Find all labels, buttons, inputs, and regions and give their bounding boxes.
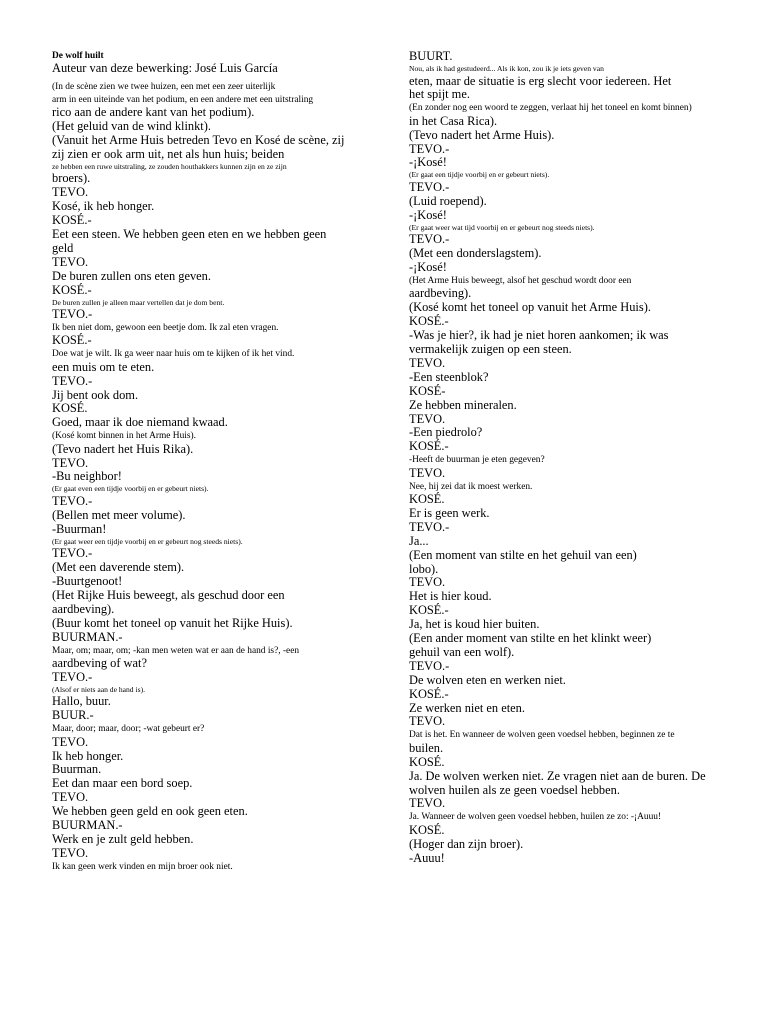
text-line: BUURMAN.- <box>52 629 123 644</box>
text-line: KOSÉ- <box>409 383 446 398</box>
text-line: (Alsof er niets aan de hand is). <box>52 684 145 694</box>
text-line: KOSÉ.- <box>409 686 449 701</box>
text-line: Kosé, ik heb honger. <box>52 199 155 214</box>
text-line: eten, maar de situatie is erg slecht voor iedereen. Het <box>409 73 672 88</box>
text-line: Buurman. <box>52 762 102 777</box>
text-line: rico aan de andere kant van het podium). <box>52 105 255 120</box>
text-line: in het Casa Rica). <box>409 113 498 128</box>
text-line: TEVO.- <box>409 232 450 247</box>
text-line: KOSÉ. <box>52 401 88 416</box>
right-text-column <box>409 50 739 865</box>
text-line: Doe wat je wilt. Ik ga weer naar huis om te kijken of ik het vind. <box>52 349 295 360</box>
text-line: Maar, door; maar, door; -wat gebeurt er? <box>52 724 205 735</box>
text-line: (Tevo nadert het Huis Rika). <box>52 441 194 456</box>
text-line: De buren zullen je alleen maar vertellen dat je dom bent. <box>52 297 225 307</box>
text-line: TEVO. <box>52 845 89 860</box>
text-line: zij zien er ook arm uit, net als hun huis; beiden <box>52 146 285 161</box>
text-line: TEVO. <box>409 575 446 590</box>
text-line: -Auuu! <box>409 850 445 865</box>
text-line: KOSÉ. <box>409 822 445 837</box>
text-line: TEVO. <box>409 411 446 426</box>
text-line: -Een piedrolo? <box>409 425 483 440</box>
text-line: (Er gaat een tijdje voorbij en er gebeurt niets). <box>409 170 550 180</box>
text-line: -¡Kosé! <box>409 155 447 170</box>
text-line: gehuil van een wolf). <box>409 644 515 659</box>
text-line: We hebben geen geld en ook geen eten. <box>52 804 248 819</box>
text-line: TEVO. <box>409 355 446 370</box>
text-line: Werk en je zult geld hebben. <box>52 832 194 846</box>
text-line: -Een steenblok? <box>409 369 489 384</box>
text-line: TEVO. <box>52 185 89 200</box>
text-line: KOSÉ.- <box>409 603 449 618</box>
text-line: Eet een steen. We hebben geen eten en we hebben geen <box>52 226 327 241</box>
text-line: vermakelijk zuigen op een steen. <box>409 342 572 356</box>
text-line: ze hebben een ruwe uitstraling, ze zouden houthakkers kunnen zijn en ze zijn <box>52 161 287 171</box>
text-line: (Er gaat weer wat tijd voorbij en er gebeurt nog steeds niets). <box>409 222 595 232</box>
text-line: KOSÉ.- <box>52 333 92 348</box>
text-line: -Heeft de buurman je eten gegeven? <box>409 455 545 466</box>
text-line: (Kosé komt binnen in het Arme Huis). <box>52 431 196 442</box>
text-line: Ja. Wanneer de wolven geen voedsel hebben, huilen ze zo: -¡Auuu! <box>409 812 662 823</box>
text-line: (Er gaat weer een tijdje voorbij en er gebeurt nog steeds niets). <box>52 536 243 546</box>
text-line: Ik ben niet dom, gewoon een beetje dom. Ik zal eten vragen. <box>52 323 279 333</box>
text-line: (Er gaat even een tijdje voorbij en er gebeurt niets). <box>52 484 209 494</box>
text-line: -Buurman! <box>52 521 107 536</box>
text-line: Maar, om; maar, om; -kan men weten wat er aan de hand is?, -een <box>52 645 300 656</box>
text-line: (Vanuit het Arme Huis betreden Tevo en Kosé de scène, zij <box>52 132 345 147</box>
text-line: TEVO.- <box>409 519 450 534</box>
text-line: Hallo, buur. <box>52 694 111 709</box>
text-line: Ja, het is koud hier buiten. <box>409 617 540 632</box>
text-line: TEVO.- <box>409 179 450 194</box>
text-line: (Een moment van stilte en het gehuil van een) <box>409 547 637 562</box>
text-line: Ze werken niet en eten. <box>409 700 525 715</box>
text-line: (Tevo nadert het Arme Huis). <box>409 127 555 142</box>
text-line: het spijt me. <box>409 87 470 102</box>
text-line: TEVO. <box>52 734 89 749</box>
text-line: (Bellen met meer volume). <box>52 507 186 522</box>
text-line: (En zonder nog een woord te zeggen, verlaat hij het toneel en komt binnen) <box>409 103 692 114</box>
text-line: een muis om te eten. <box>52 359 155 374</box>
text-line: TEVO.- <box>52 373 93 388</box>
text-line: (Het Rijke Huis beweegt, als geschud door een <box>52 588 285 602</box>
text-line: Eet dan maar een bord soep. <box>52 776 193 791</box>
text-line: aardbeving). <box>52 601 115 616</box>
text-line: -¡Kosé! <box>409 260 447 275</box>
text-line: (Luid roepend). <box>409 193 487 208</box>
text-line: Dat is het. En wanneer de wolven geen voedsel hebben, beginnen ze te <box>409 730 675 741</box>
text-line: KOSÉ. <box>409 754 445 769</box>
text-line: Nou, als ik had gestudeerd... Als ik kon, zou ik je iets geven van <box>409 63 604 73</box>
text-line: Goed, maar ik doe niemand kwaad. <box>52 415 228 430</box>
text-line: (Met een donderslagstem). <box>409 246 542 261</box>
text-line: Ik kan geen werk vinden en mijn broer ook niet. <box>52 861 233 872</box>
text-line: -Bu neighbor! <box>52 469 122 484</box>
text-line: builen. <box>409 740 444 755</box>
text-line: broers). <box>52 171 91 186</box>
text-line: TEVO.- <box>409 141 450 156</box>
text-line: KOSÉ.- <box>409 439 449 454</box>
text-line: -Buurtgenoot! <box>52 574 123 589</box>
text-line: TEVO.- <box>52 493 93 508</box>
text-line: Ja... <box>409 533 429 548</box>
text-line: KOSÉ.- <box>409 314 449 329</box>
text-line: aardbeving of wat? <box>52 656 147 671</box>
text-line: lobo). <box>409 561 439 576</box>
text-line: BUUR.- <box>52 708 94 723</box>
text-line: Auteur van deze bewerking: José Luis García <box>52 61 278 76</box>
text-line: TEVO. <box>409 714 446 729</box>
text-line: KOSÉ.- <box>52 213 92 228</box>
text-line: BUURT. <box>409 49 453 63</box>
text-line: (Het Arme Huis beweegt, alsof het geschud wordt door een <box>409 275 632 286</box>
text-line: geld <box>52 240 74 255</box>
text-line: TEVO. <box>409 796 446 811</box>
document-title: De wolf huilt <box>52 51 104 61</box>
text-line: TEVO. <box>52 254 89 269</box>
text-line: TEVO.- <box>52 546 93 561</box>
text-line: TEVO.- <box>52 669 93 684</box>
text-line: (Het geluid van de wind klinkt). <box>52 119 211 134</box>
text-line: (Hoger dan zijn broer). <box>409 836 524 851</box>
text-line: wolven huilen als ze geen voedsel hebben. <box>409 782 620 797</box>
left-text-column <box>52 50 392 873</box>
text-line: (Buur komt het toneel op vanuit het Rijke Huis). <box>52 615 293 630</box>
text-line: Jij bent ook dom. <box>52 387 139 402</box>
text-line: TEVO. <box>52 790 89 805</box>
text-line: Ja. De wolven werken niet. Ze vragen niet aan de buren. De <box>409 768 706 783</box>
text-line: Nee, hij zei dat ik moest werken. <box>409 481 533 492</box>
text-line: Ze hebben mineralen. <box>409 397 517 412</box>
text-line: Ik heb honger. <box>52 748 124 763</box>
text-line: (In de scène zien we twee huizen, een met een zeer uiterlijk <box>52 82 276 93</box>
text-line: KOSÉ.- <box>52 282 92 297</box>
text-line: TEVO. <box>52 455 89 470</box>
text-line: (Met een daverende stem). <box>52 560 185 575</box>
text-line: De buren zullen ons eten geven. <box>52 268 211 283</box>
text-line: Het is hier koud. <box>409 589 492 604</box>
text-line: (Een ander moment van stilte en het klinkt weer) <box>409 631 652 646</box>
text-line: aardbeving). <box>409 286 472 301</box>
text-line: TEVO.- <box>409 658 450 673</box>
text-line: De wolven eten en werken niet. <box>409 672 566 687</box>
text-line: arm in een uiteinde van het podium, en een andere met een uitstraling <box>52 94 314 105</box>
text-line: TEVO.- <box>52 307 93 322</box>
text-line: KOSÉ. <box>409 491 445 506</box>
text-line: -Was je hier?, ik had je niet horen aankomen; ik was <box>409 328 669 343</box>
text-line: TEVO. <box>409 465 446 480</box>
text-line: Er is geen werk. <box>409 505 490 520</box>
text-line: BUURMAN.- <box>52 818 123 833</box>
text-line: (Kosé komt het toneel op vanuit het Arme Huis). <box>409 300 651 315</box>
text-line: -¡Kosé! <box>409 207 447 222</box>
